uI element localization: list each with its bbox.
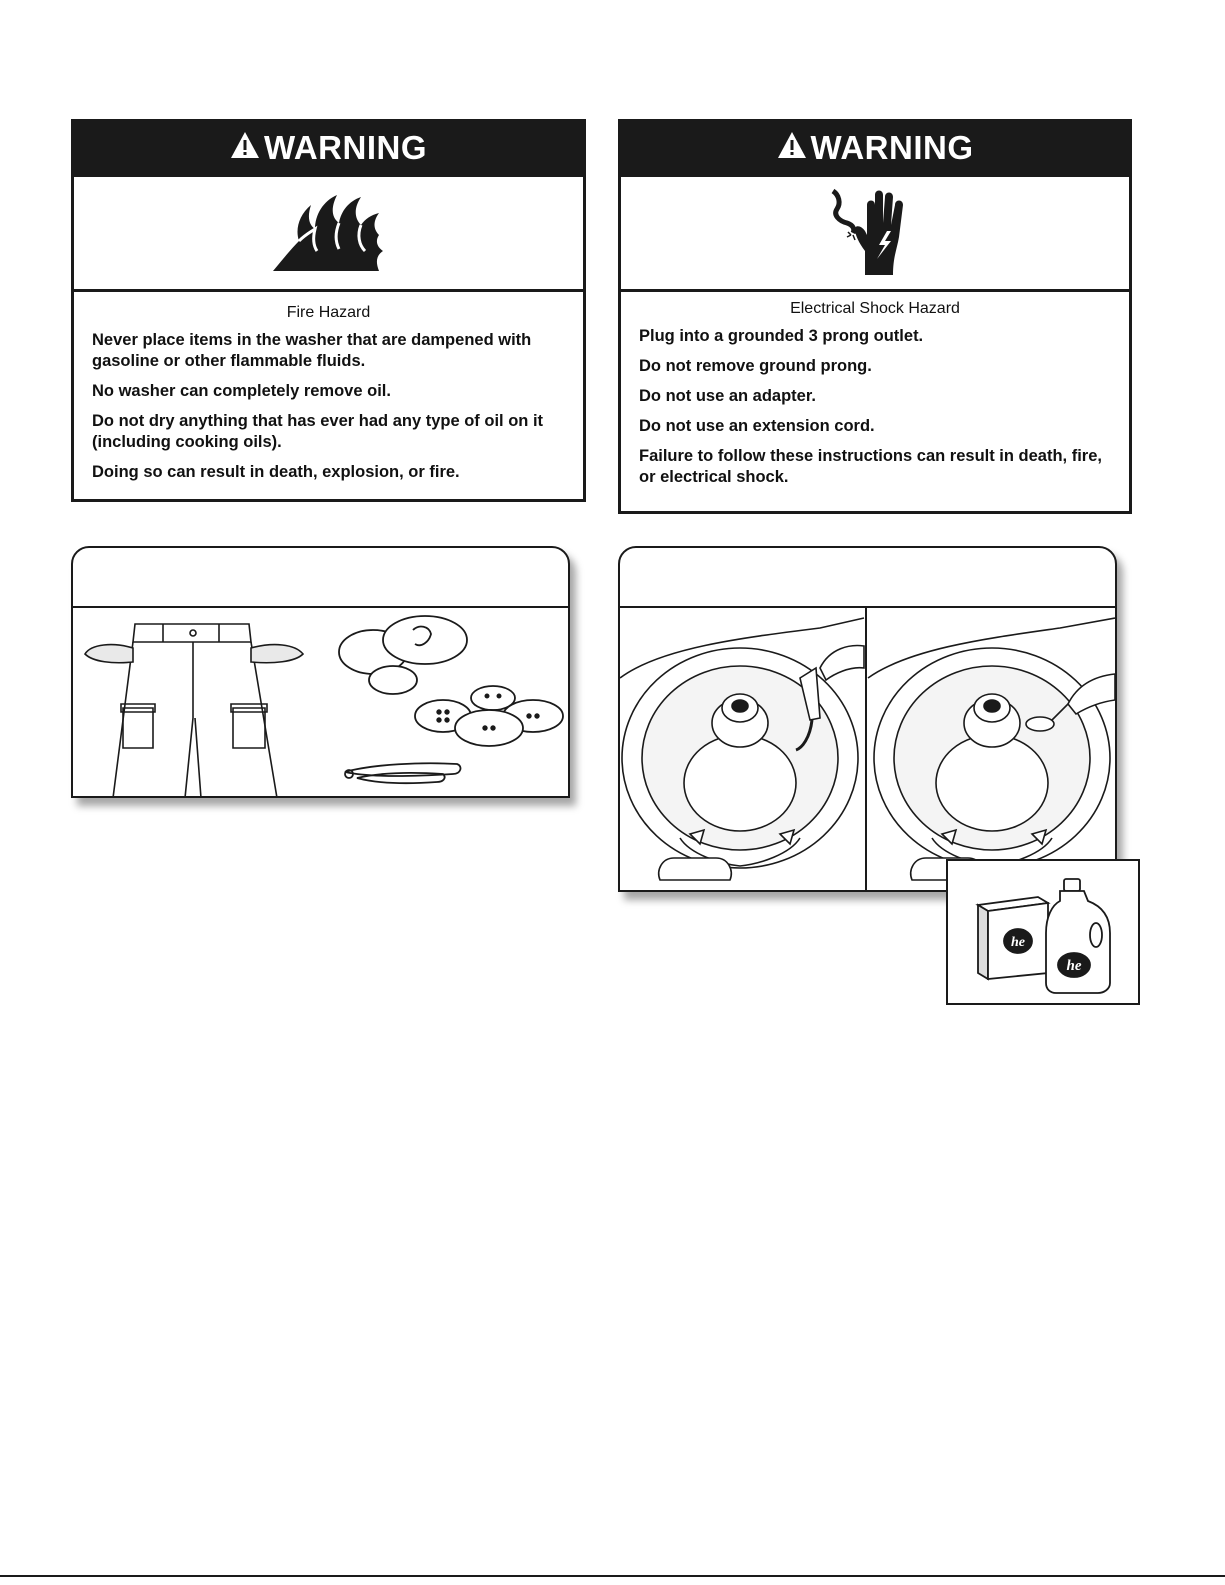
- warning-line: Do not use an extension cord.: [639, 417, 875, 435]
- warning-header: [621, 122, 1129, 174]
- fire-warning-box: [71, 119, 586, 502]
- safety-pins-icon: [345, 763, 460, 783]
- warning-triangle-icon: [230, 129, 260, 167]
- coins-icon: [339, 616, 467, 694]
- add-detergent-card: [618, 546, 1117, 892]
- washer-illustration: [620, 608, 1115, 892]
- electrical-warning-body: [621, 292, 1129, 507]
- warning-line: Never place items in the washer that are dampened with gasoline or other flammable fluids.: [92, 331, 532, 370]
- warning-title: Electrical Shock Hazard: [790, 300, 960, 317]
- warning-heading-text: WARNING: [810, 129, 974, 166]
- fire-icon: [269, 189, 389, 278]
- pockets-illustration: [73, 608, 568, 798]
- warning-triangle-icon: [777, 129, 807, 167]
- page-bottom-rule: [0, 1575, 1225, 1577]
- pants-icon: [85, 624, 303, 798]
- he-logo-text: he: [1066, 958, 1082, 974]
- he-detergent-inset: [946, 859, 1140, 1005]
- warning-line: Do not dry anything that has ever had any type of oil on it (including cooking oils).: [92, 412, 544, 451]
- he-logo-text: he: [1011, 935, 1025, 950]
- electric-icon-row: [621, 174, 1129, 292]
- electrical-warning-box: [618, 119, 1132, 514]
- electric-hand-icon: [825, 185, 925, 282]
- warning-line: Doing so can result in death, explosion, or fire.: [92, 463, 460, 481]
- warning-line: Failure to follow these instructions can result in death, fire, or electrical shock.: [639, 447, 1102, 486]
- washer-spoon-powder-icon: [868, 618, 1115, 880]
- buttons-icon: [415, 686, 563, 746]
- warning-header: [74, 122, 583, 174]
- he-powder-box-icon: [978, 897, 1048, 979]
- card-header: [620, 548, 1115, 608]
- warning-line: Do not remove ground prong.: [639, 357, 872, 375]
- card-header: [73, 548, 568, 608]
- warning-line: No washer can completely remove oil.: [92, 382, 391, 400]
- warning-heading-text: WARNING: [264, 129, 427, 166]
- washer-pour-liquid-icon: [620, 618, 864, 880]
- warning-line: Plug into a grounded 3 prong outlet.: [639, 327, 924, 345]
- he-liquid-bottle-icon: [1046, 879, 1110, 993]
- warning-title: Fire Hazard: [286, 304, 371, 321]
- warning-line: Do not use an adapter.: [639, 387, 816, 405]
- fire-warning-body: [74, 292, 583, 502]
- fire-icon-row: [74, 174, 583, 292]
- empty-pockets-card: [71, 546, 570, 798]
